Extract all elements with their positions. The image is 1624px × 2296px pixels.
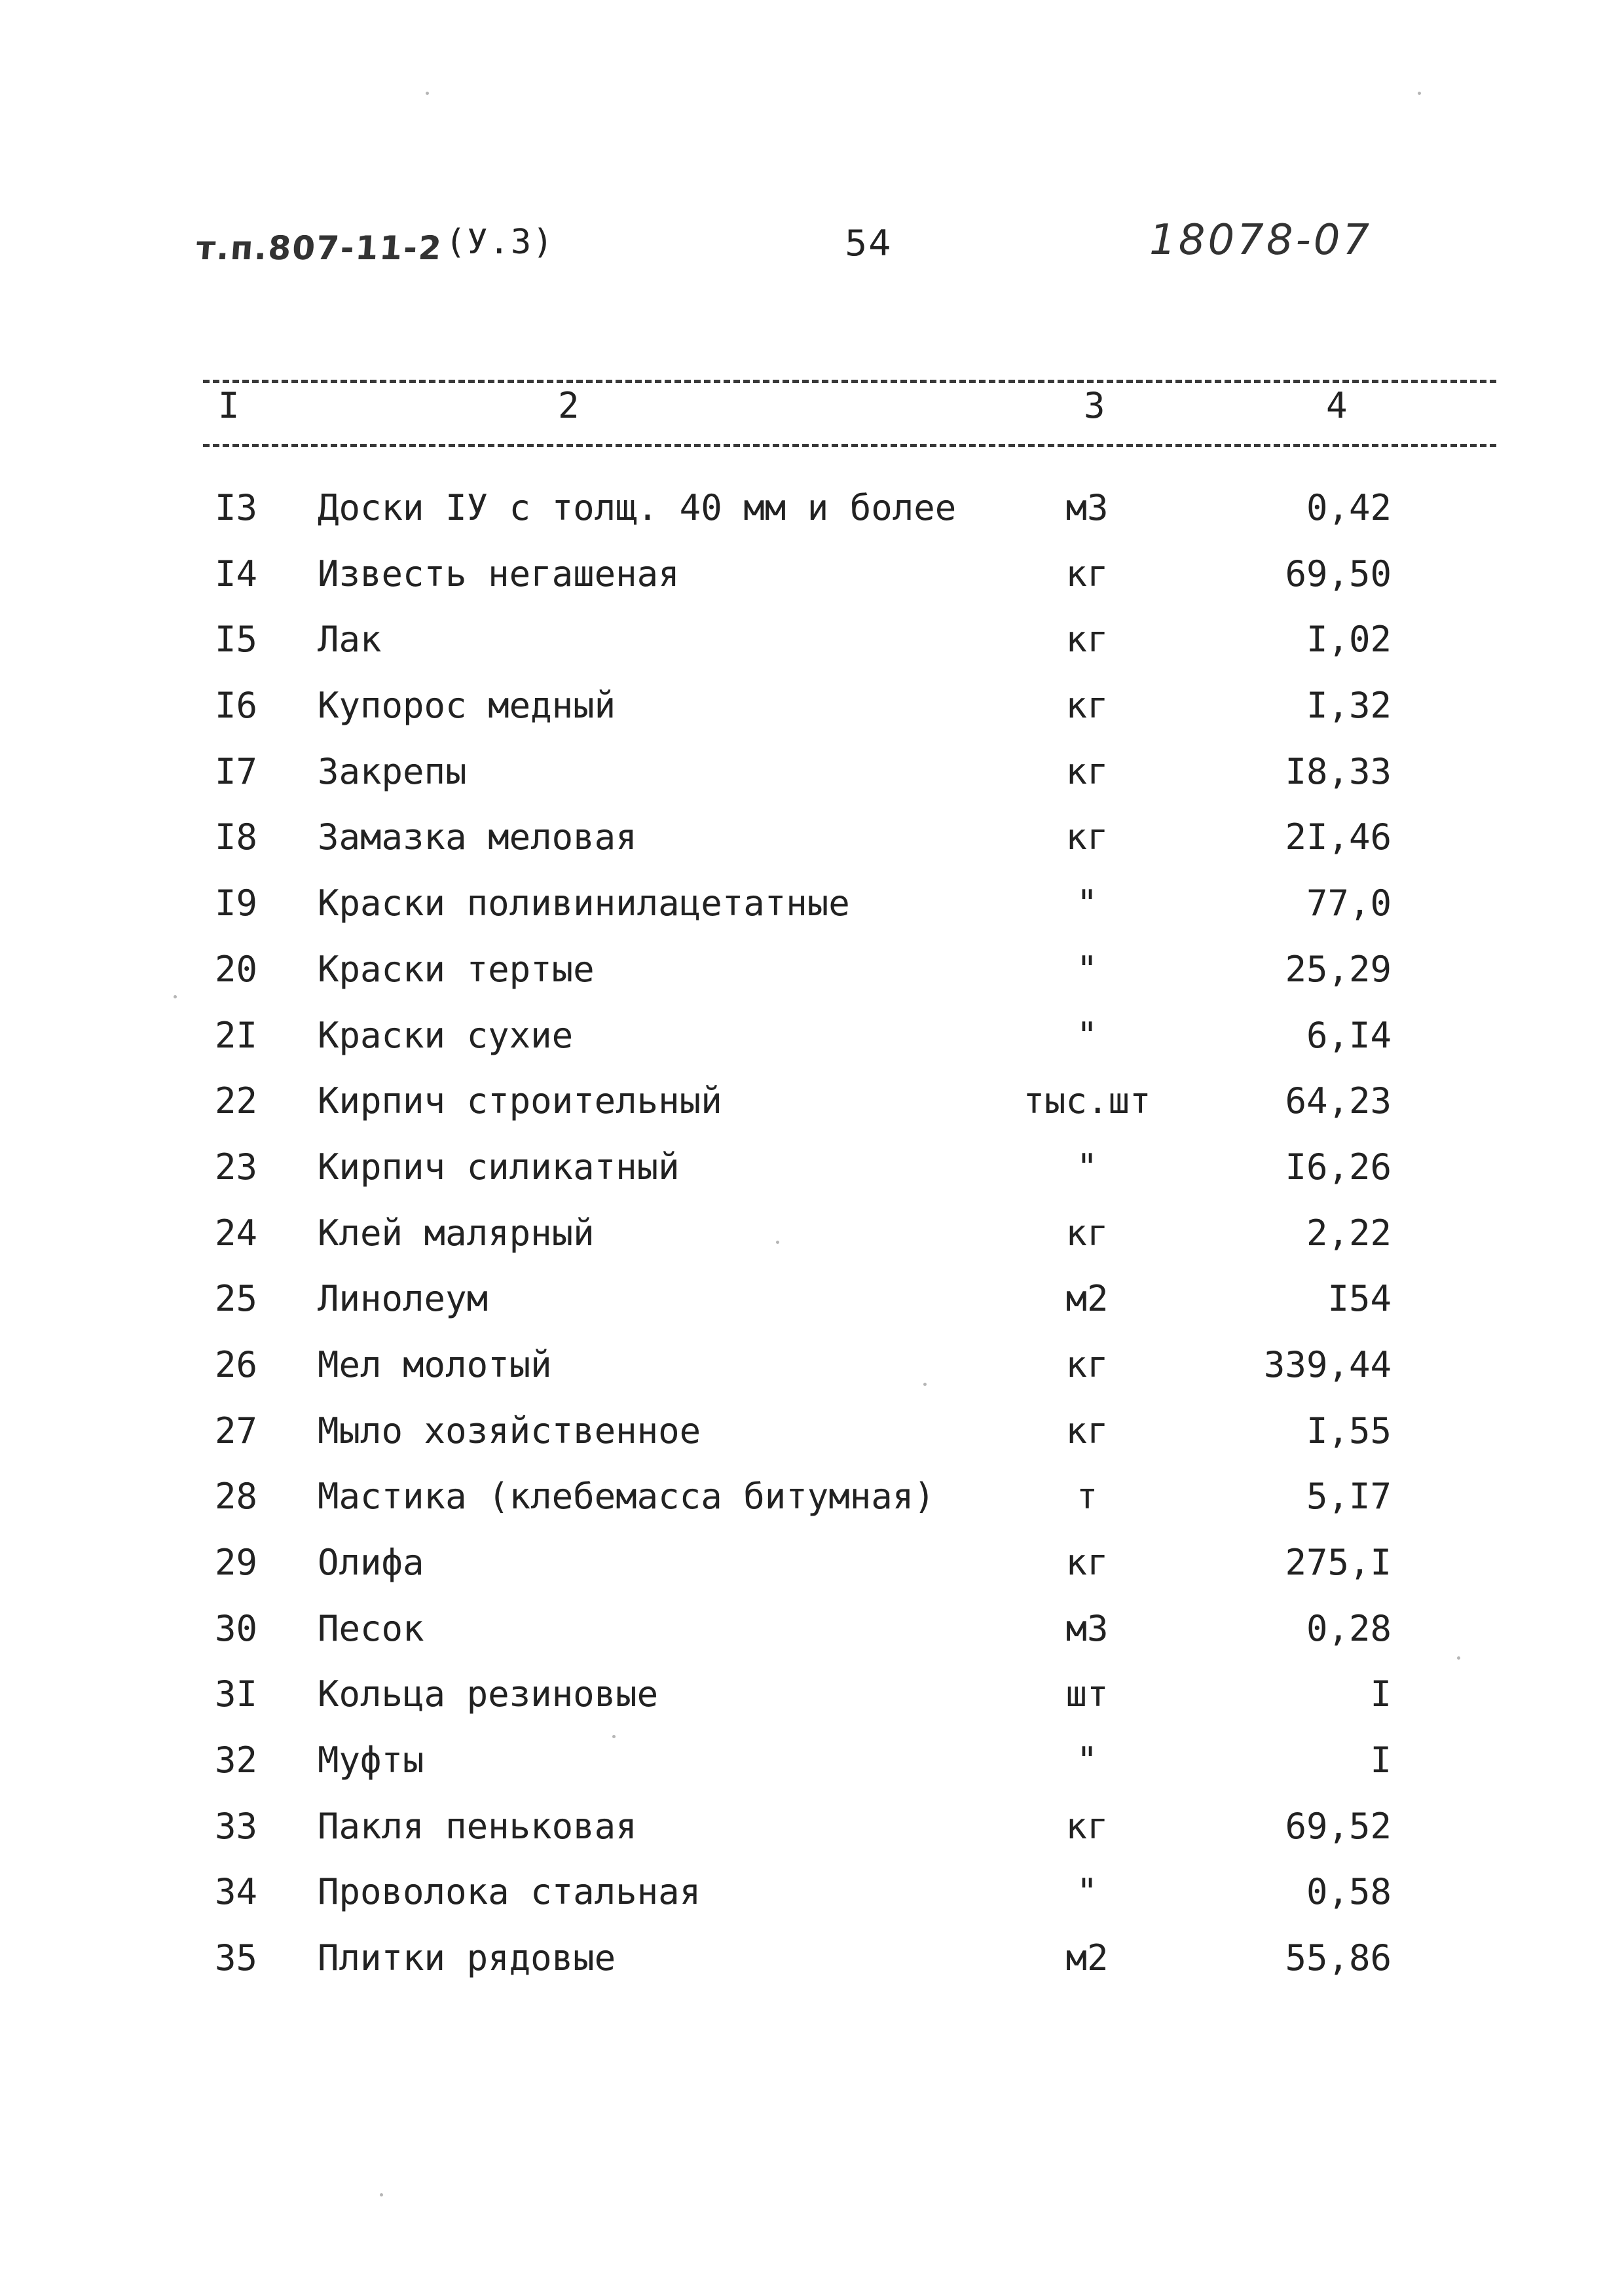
material-name: Закрепы bbox=[318, 750, 467, 792]
scan-speck bbox=[380, 2193, 383, 2196]
table-header-rule bbox=[203, 444, 1496, 447]
material-name: Пакля пеньковая bbox=[318, 1805, 637, 1847]
row-number: 20 bbox=[215, 948, 258, 990]
quantity: 5,I7 bbox=[1306, 1476, 1392, 1518]
quantity: 25,29 bbox=[1285, 948, 1392, 990]
quantity: I54 bbox=[1327, 1278, 1392, 1320]
unit-of-measure: м3 bbox=[1065, 487, 1109, 528]
quantity: 69,50 bbox=[1285, 553, 1392, 594]
scan-speck bbox=[1457, 1656, 1460, 1660]
table-row bbox=[0, 484, 1624, 551]
table-row bbox=[0, 1671, 1624, 1737]
quantity: 69,52 bbox=[1285, 1805, 1392, 1847]
table-row bbox=[0, 1012, 1624, 1078]
row-number: 22 bbox=[215, 1080, 258, 1122]
quantity: I,55 bbox=[1306, 1410, 1392, 1451]
table-row bbox=[0, 1078, 1624, 1144]
table-row bbox=[0, 748, 1624, 814]
table-row bbox=[0, 1539, 1624, 1605]
unit-of-measure: " bbox=[1076, 883, 1098, 924]
quantity: I bbox=[1370, 1740, 1392, 1781]
page-number: 54 bbox=[845, 223, 893, 264]
material-name: Плитки рядовые bbox=[318, 1937, 616, 1979]
unit-of-measure: кг bbox=[1065, 685, 1109, 727]
row-number: 32 bbox=[215, 1740, 258, 1781]
column-header-3: 3 bbox=[1084, 385, 1105, 426]
row-number: I5 bbox=[215, 619, 258, 661]
quantity: I,32 bbox=[1306, 685, 1392, 727]
material-name: Мастика (клебемасса битумная) bbox=[318, 1476, 935, 1518]
material-name: Клей малярный bbox=[318, 1212, 595, 1254]
table-row bbox=[0, 1275, 1624, 1341]
document-code: т.п.807-11-2 bbox=[194, 229, 444, 267]
quantity: I,02 bbox=[1306, 619, 1392, 661]
row-number: 2I bbox=[215, 1014, 258, 1056]
quantity: 77,0 bbox=[1306, 883, 1392, 924]
table-row bbox=[0, 551, 1624, 617]
row-number: I3 bbox=[215, 487, 258, 528]
material-name: Замазка меловая bbox=[318, 816, 637, 858]
table-row bbox=[0, 1803, 1624, 1869]
table-row bbox=[0, 1210, 1624, 1276]
unit-of-measure: кг bbox=[1065, 1805, 1109, 1847]
quantity: 2I,46 bbox=[1285, 816, 1392, 858]
unit-of-measure: кг bbox=[1065, 1410, 1109, 1451]
material-name: Лак bbox=[318, 619, 382, 661]
scan-speck bbox=[426, 92, 429, 95]
table-row bbox=[0, 1144, 1624, 1210]
material-name: Мыло хозяйственное bbox=[318, 1410, 701, 1451]
table-row bbox=[0, 814, 1624, 880]
row-number: 30 bbox=[215, 1607, 258, 1649]
table-row bbox=[0, 616, 1624, 682]
row-number: 29 bbox=[215, 1542, 258, 1583]
quantity: I8,33 bbox=[1285, 750, 1392, 792]
material-name: Купорос медный bbox=[318, 685, 616, 727]
row-number: I9 bbox=[215, 883, 258, 924]
row-number: 34 bbox=[215, 1871, 258, 1913]
unit-of-measure: кг bbox=[1065, 816, 1109, 858]
quantity: 275,I bbox=[1285, 1542, 1392, 1583]
scan-speck bbox=[776, 1241, 779, 1244]
document-variant: (У.3) bbox=[445, 223, 555, 262]
unit-of-measure: " bbox=[1076, 948, 1098, 990]
material-name: Кирпич строительный bbox=[318, 1080, 722, 1122]
row-number: 24 bbox=[215, 1212, 258, 1254]
table-row bbox=[0, 1408, 1624, 1474]
material-name: Олифа bbox=[318, 1542, 424, 1583]
unit-of-measure: " bbox=[1076, 1014, 1098, 1056]
table-row bbox=[0, 1473, 1624, 1539]
unit-of-measure: кг bbox=[1065, 553, 1109, 594]
scan-speck bbox=[1418, 92, 1421, 95]
table-row bbox=[0, 682, 1624, 748]
quantity: 2,22 bbox=[1306, 1212, 1392, 1254]
unit-of-measure: м3 bbox=[1065, 1607, 1109, 1649]
quantity: 0,28 bbox=[1306, 1607, 1392, 1649]
row-number: 26 bbox=[215, 1343, 258, 1385]
material-name: Доски IУ с толщ. 40 мм и более bbox=[318, 487, 957, 528]
table-row bbox=[0, 1737, 1624, 1803]
row-number: I8 bbox=[215, 816, 258, 858]
row-number: I6 bbox=[215, 685, 258, 727]
unit-of-measure: " bbox=[1076, 1146, 1098, 1188]
row-number: 35 bbox=[215, 1937, 258, 1979]
quantity: 0,58 bbox=[1306, 1871, 1392, 1913]
quantity: 0,42 bbox=[1306, 487, 1392, 528]
material-name: Известь негашеная bbox=[318, 553, 680, 594]
scan-speck bbox=[923, 1383, 927, 1386]
unit-of-measure: кг bbox=[1065, 1212, 1109, 1254]
row-number: 33 bbox=[215, 1805, 258, 1847]
quantity: 339,44 bbox=[1263, 1343, 1392, 1385]
material-name: Линолеум bbox=[318, 1278, 489, 1320]
unit-of-measure: тыс.шт bbox=[1023, 1080, 1151, 1122]
scan-speck bbox=[174, 995, 177, 998]
quantity: 55,86 bbox=[1285, 1937, 1392, 1979]
material-name: Кирпич силикатный bbox=[318, 1146, 680, 1188]
material-name: Краски поливинилацетатные bbox=[318, 883, 850, 924]
row-number: 3I bbox=[215, 1673, 258, 1715]
material-name: Мел молотый bbox=[318, 1343, 552, 1385]
row-number: 23 bbox=[215, 1146, 258, 1188]
row-number: 28 bbox=[215, 1476, 258, 1518]
row-number: I7 bbox=[215, 750, 258, 792]
materials-table-body bbox=[0, 484, 1624, 2001]
unit-of-measure: шт bbox=[1065, 1673, 1109, 1715]
table-row bbox=[0, 1605, 1624, 1671]
table-row bbox=[0, 880, 1624, 946]
scan-speck bbox=[612, 1735, 616, 1738]
table-top-rule bbox=[203, 380, 1496, 383]
unit-of-measure: м2 bbox=[1065, 1278, 1109, 1320]
table-row bbox=[0, 1341, 1624, 1408]
unit-of-measure: м2 bbox=[1065, 1937, 1109, 1979]
unit-of-measure: кг bbox=[1065, 750, 1109, 792]
unit-of-measure: кг bbox=[1065, 1542, 1109, 1583]
unit-of-measure: т bbox=[1076, 1476, 1098, 1518]
material-name: Кольца резиновые bbox=[318, 1673, 659, 1715]
quantity: 6,I4 bbox=[1306, 1014, 1392, 1056]
material-name: Краски тертые bbox=[318, 948, 595, 990]
column-header-4: 4 bbox=[1326, 385, 1348, 426]
quantity: 64,23 bbox=[1285, 1080, 1392, 1122]
row-number: 27 bbox=[215, 1410, 258, 1451]
material-name: Песок bbox=[318, 1607, 424, 1649]
unit-of-measure: кг bbox=[1065, 1343, 1109, 1385]
quantity: I bbox=[1370, 1673, 1392, 1715]
material-name: Проволока стальная bbox=[318, 1871, 701, 1913]
unit-of-measure: " bbox=[1076, 1871, 1098, 1913]
row-number: I4 bbox=[215, 553, 258, 594]
material-name: Краски сухие bbox=[318, 1014, 574, 1056]
column-header-2: 2 bbox=[558, 385, 580, 426]
table-row bbox=[0, 946, 1624, 1012]
quantity: I6,26 bbox=[1285, 1146, 1392, 1188]
row-number: 25 bbox=[215, 1278, 258, 1320]
column-header-1: I bbox=[218, 385, 240, 426]
document-number: 18078-07 bbox=[1149, 216, 1373, 264]
table-row bbox=[0, 1868, 1624, 1935]
unit-of-measure: " bbox=[1076, 1740, 1098, 1781]
unit-of-measure: кг bbox=[1065, 619, 1109, 661]
material-name: Муфты bbox=[318, 1740, 424, 1781]
table-row bbox=[0, 1935, 1624, 2001]
